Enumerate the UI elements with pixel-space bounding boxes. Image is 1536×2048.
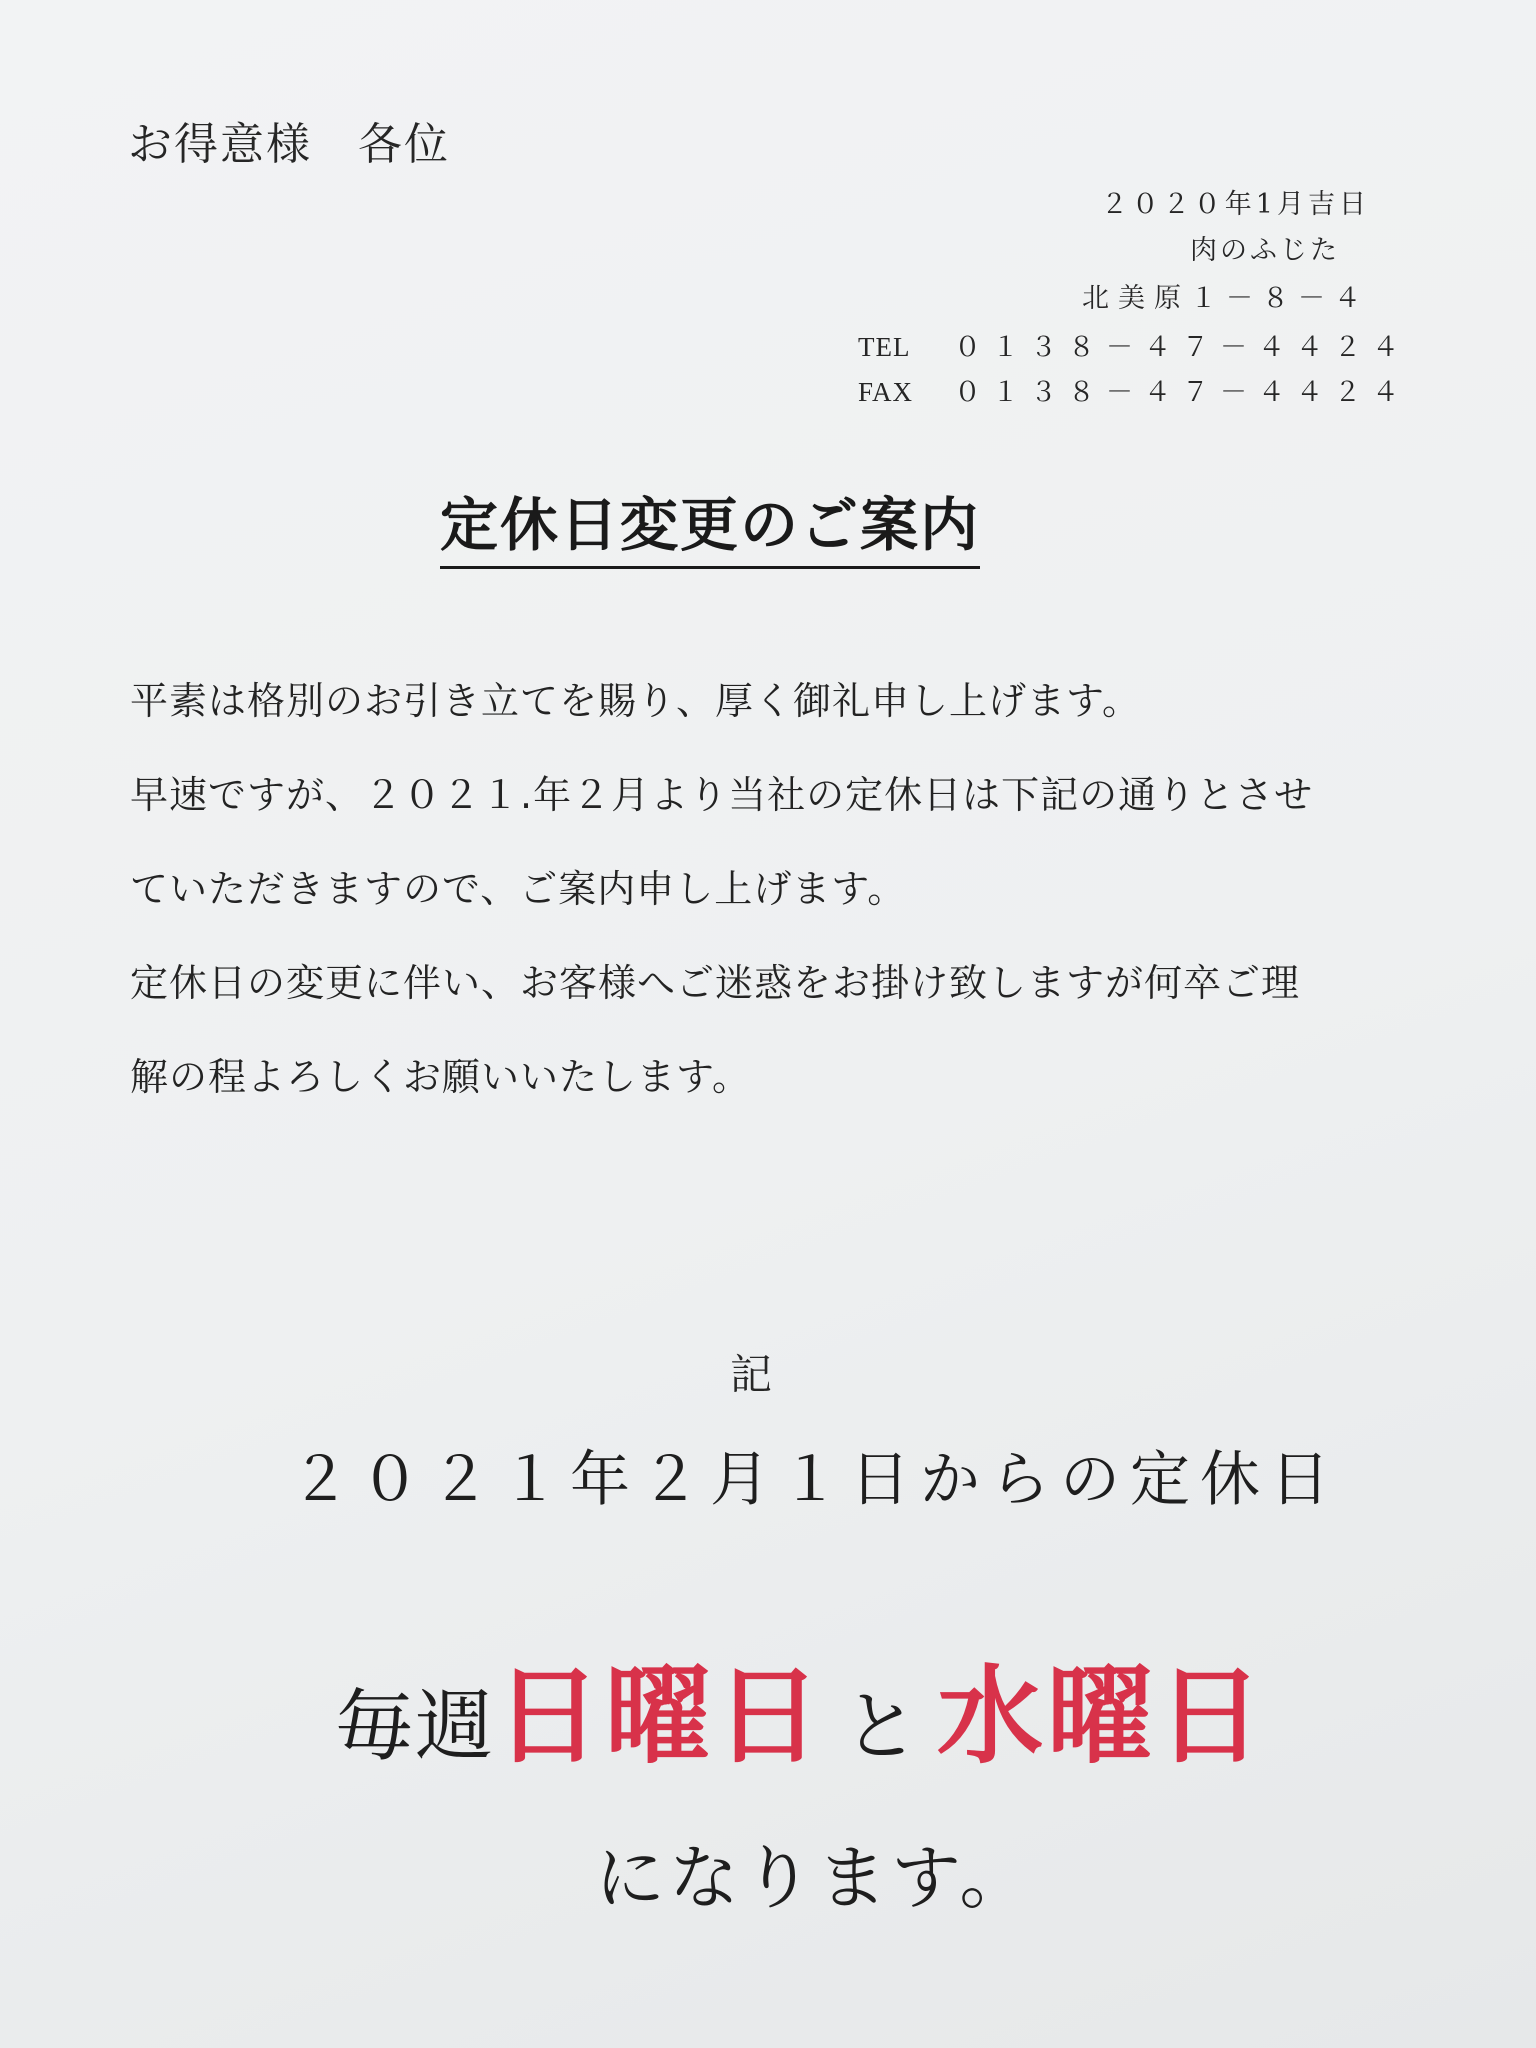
telephone-label: TEL: [858, 332, 911, 362]
closing-text: になります。: [595, 1837, 1034, 1919]
telephone-number: ０１３８－４７－４４２４: [954, 332, 1410, 363]
body-line: ていただきますので、ご案内申し上げます。: [130, 867, 907, 911]
conjunction-and: と: [843, 1682, 920, 1771]
document-title: 定休日変更のご案内: [440, 478, 980, 569]
company-address: 北美原１－８－４: [1082, 283, 1370, 314]
company-name: 肉のふじた: [1190, 235, 1340, 266]
body-line: 定休日の変更に伴い、お客様へご迷惑をお掛け致しますが何卒ご理: [130, 961, 1301, 1005]
ki-mark: 記: [730, 1350, 773, 1399]
holiday-wednesday: 水曜日: [937, 1653, 1268, 1778]
body-line: 解の程よろしくお願いいたします。: [130, 1055, 751, 1099]
issue-date: ２０２０年1月吉日: [1100, 189, 1370, 220]
fax-number: ０１３８－４７－４４２４: [954, 377, 1410, 408]
schedule-heading: ２０２１年２月１日からの定休日: [290, 1445, 1340, 1515]
telephone-line: [858, 325, 1410, 364]
recipient-salutation: お得意様 各位: [128, 119, 450, 170]
body-line: 平素は格別のお引き立てを賜り、厚く御礼申し上げます。: [130, 679, 1141, 723]
fax-label: FAX: [858, 377, 914, 407]
holiday-sunday: 日曜日: [495, 1653, 826, 1778]
fax-line: [858, 370, 1410, 409]
holiday-days: [335, 1632, 1267, 1784]
every-week-label: 毎週: [335, 1682, 496, 1772]
body-line: 早速ですが、２０２１.年２月より当社の定休日は下記の通りとさせ: [130, 773, 1314, 817]
